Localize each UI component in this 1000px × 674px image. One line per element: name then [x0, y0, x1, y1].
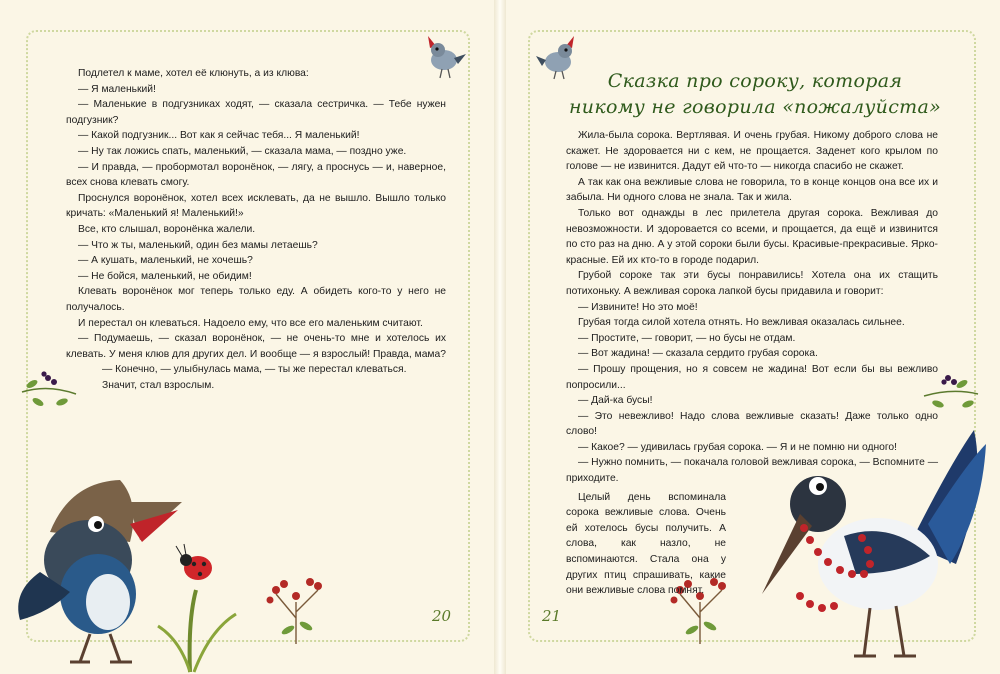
paragraph: — Какое? — удивилась грубая сорока. — Я и не помню ни одного! [578, 441, 898, 453]
story-title-line-2: никому не говорила «пожалуйста» [568, 96, 942, 118]
paragraph: — Маленькие в подгузниках ходят, — сказала сестричка. — Тебе нужен подгузник? [66, 99, 446, 126]
story-title [560, 68, 950, 120]
paragraph: — Какой подгузник... Вот как я сейчас тебя... Я маленький! [78, 130, 360, 142]
left-page-text [66, 66, 446, 393]
paragraph: Подлетел к маме, хотел её клюнуть, а из клюва: [78, 68, 309, 79]
paragraph: Клевать воронёнок мог теперь только еду. А обидеть кого-то у него не получалось. [66, 286, 446, 313]
story-title-line-1: Сказка про сороку, которая [607, 70, 903, 92]
paragraph: — Это невежливо! Надо слова вежливые сказать! Даже только одно слово! [566, 410, 938, 438]
right-page-text [566, 128, 938, 599]
paragraph: Все, кто слышал, воронёнка жалели. [78, 223, 256, 235]
paragraph: — Вот жадина! — сказала сердито грубая сорока. [578, 348, 818, 360]
paragraph: А так как она вежливые слова не говорила, то в конце концов она все их и забыла. Ни одного слова не знала. Так и жила. [566, 176, 938, 204]
page-number-left: 20 [432, 607, 452, 625]
page-number-right: 21 [542, 607, 562, 625]
paragraph: Грубой сороке так эти бусы понравились! Хотела она их стащить потихоньку. А вежливая сорока лапкой бусы придавила и говорит: [566, 270, 938, 297]
ladybug-illustration [150, 530, 240, 672]
paragraph: Жила-была сорока. Вертлявая. И очень грубая. Никому доброго слова не скажет. Не здоровается ни с кем, не прощается. Заденет кого крылом по голове — не извинится. Дадут ей что-то — никогда спасибо не скажет. [566, 130, 938, 173]
paragraph: — А кушать, маленький, не хочешь? [78, 255, 253, 267]
book-gutter [494, 0, 506, 674]
berry-sprig-icon [262, 572, 330, 644]
paragraph: — И правда, — пробормотал воронёнок, — лягу, а проснусь — и, наверное, всех снова клевать смогу. [66, 161, 446, 189]
paragraph: Значит, стал взрослым. [102, 379, 215, 391]
paragraph: — Прошу прощения, но я совсем не жадина! Вот если бы вы вежливо попросили... [566, 363, 938, 391]
paragraph: — Не бойся, маленький, не обидим! [78, 270, 252, 282]
paragraph: Грубая тогда силой хотела отнять. Но вежливая оказалась сильнее. [578, 317, 905, 329]
paragraph: — Что ж ты, маленький, один без мамы летаешь? [78, 239, 318, 251]
paragraph: — Простите, — говорит, — но бусы не отдам. [578, 332, 796, 344]
paragraph: И перестал он клеваться. Надоело ему, что все его маленьким считают. [78, 317, 423, 329]
paragraph: — Ну так ложись спать, маленький, — сказала мама, — поздно уже. [78, 145, 407, 157]
paragraph: — Конечно, — улыбнулась мама, — ты же перестал клеваться. [102, 364, 407, 376]
paragraph: — Дай-ка бусы! [578, 395, 653, 407]
paragraph: Только вот однажды в лес прилетела другая сорока. Вежливая до невозможности. И здоровается со всеми, и прощается, да ещё и извинится по сто раз на дню. А у этой сороки были бусы. Красивые-прекрасивые. Ярко-красные. Ей их кто-то в городе подарил. [566, 207, 938, 266]
paragraph: — Извините! Но это моё! [578, 301, 698, 313]
paragraph-narrow: Целый день вспоминала сорока вежливые слова. Очень ей хотелось бусы получить. А слова, как назло, не вспоминаются. Стала она у других птиц спрашивать, какие они вежливые слова помнят. [566, 491, 726, 597]
paragraph: — Подумаешь, — сказал воронёнок, — не очень-то мне и хотелось их клевать. У меня клюв для других дел. И вообще — я взрослый! Правда, мама? [66, 333, 446, 360]
paragraph: — Нужно помнить, — покачала головой вежливая сорока, — Вспомните — приходите. [566, 457, 938, 485]
paragraph: — Я маленький! [78, 83, 156, 95]
paragraph: Проснулся воронёнок, хотел всех исклевать, да не вышло. Вышло только кричать: «Маленький я! Маленький!» [66, 192, 446, 220]
